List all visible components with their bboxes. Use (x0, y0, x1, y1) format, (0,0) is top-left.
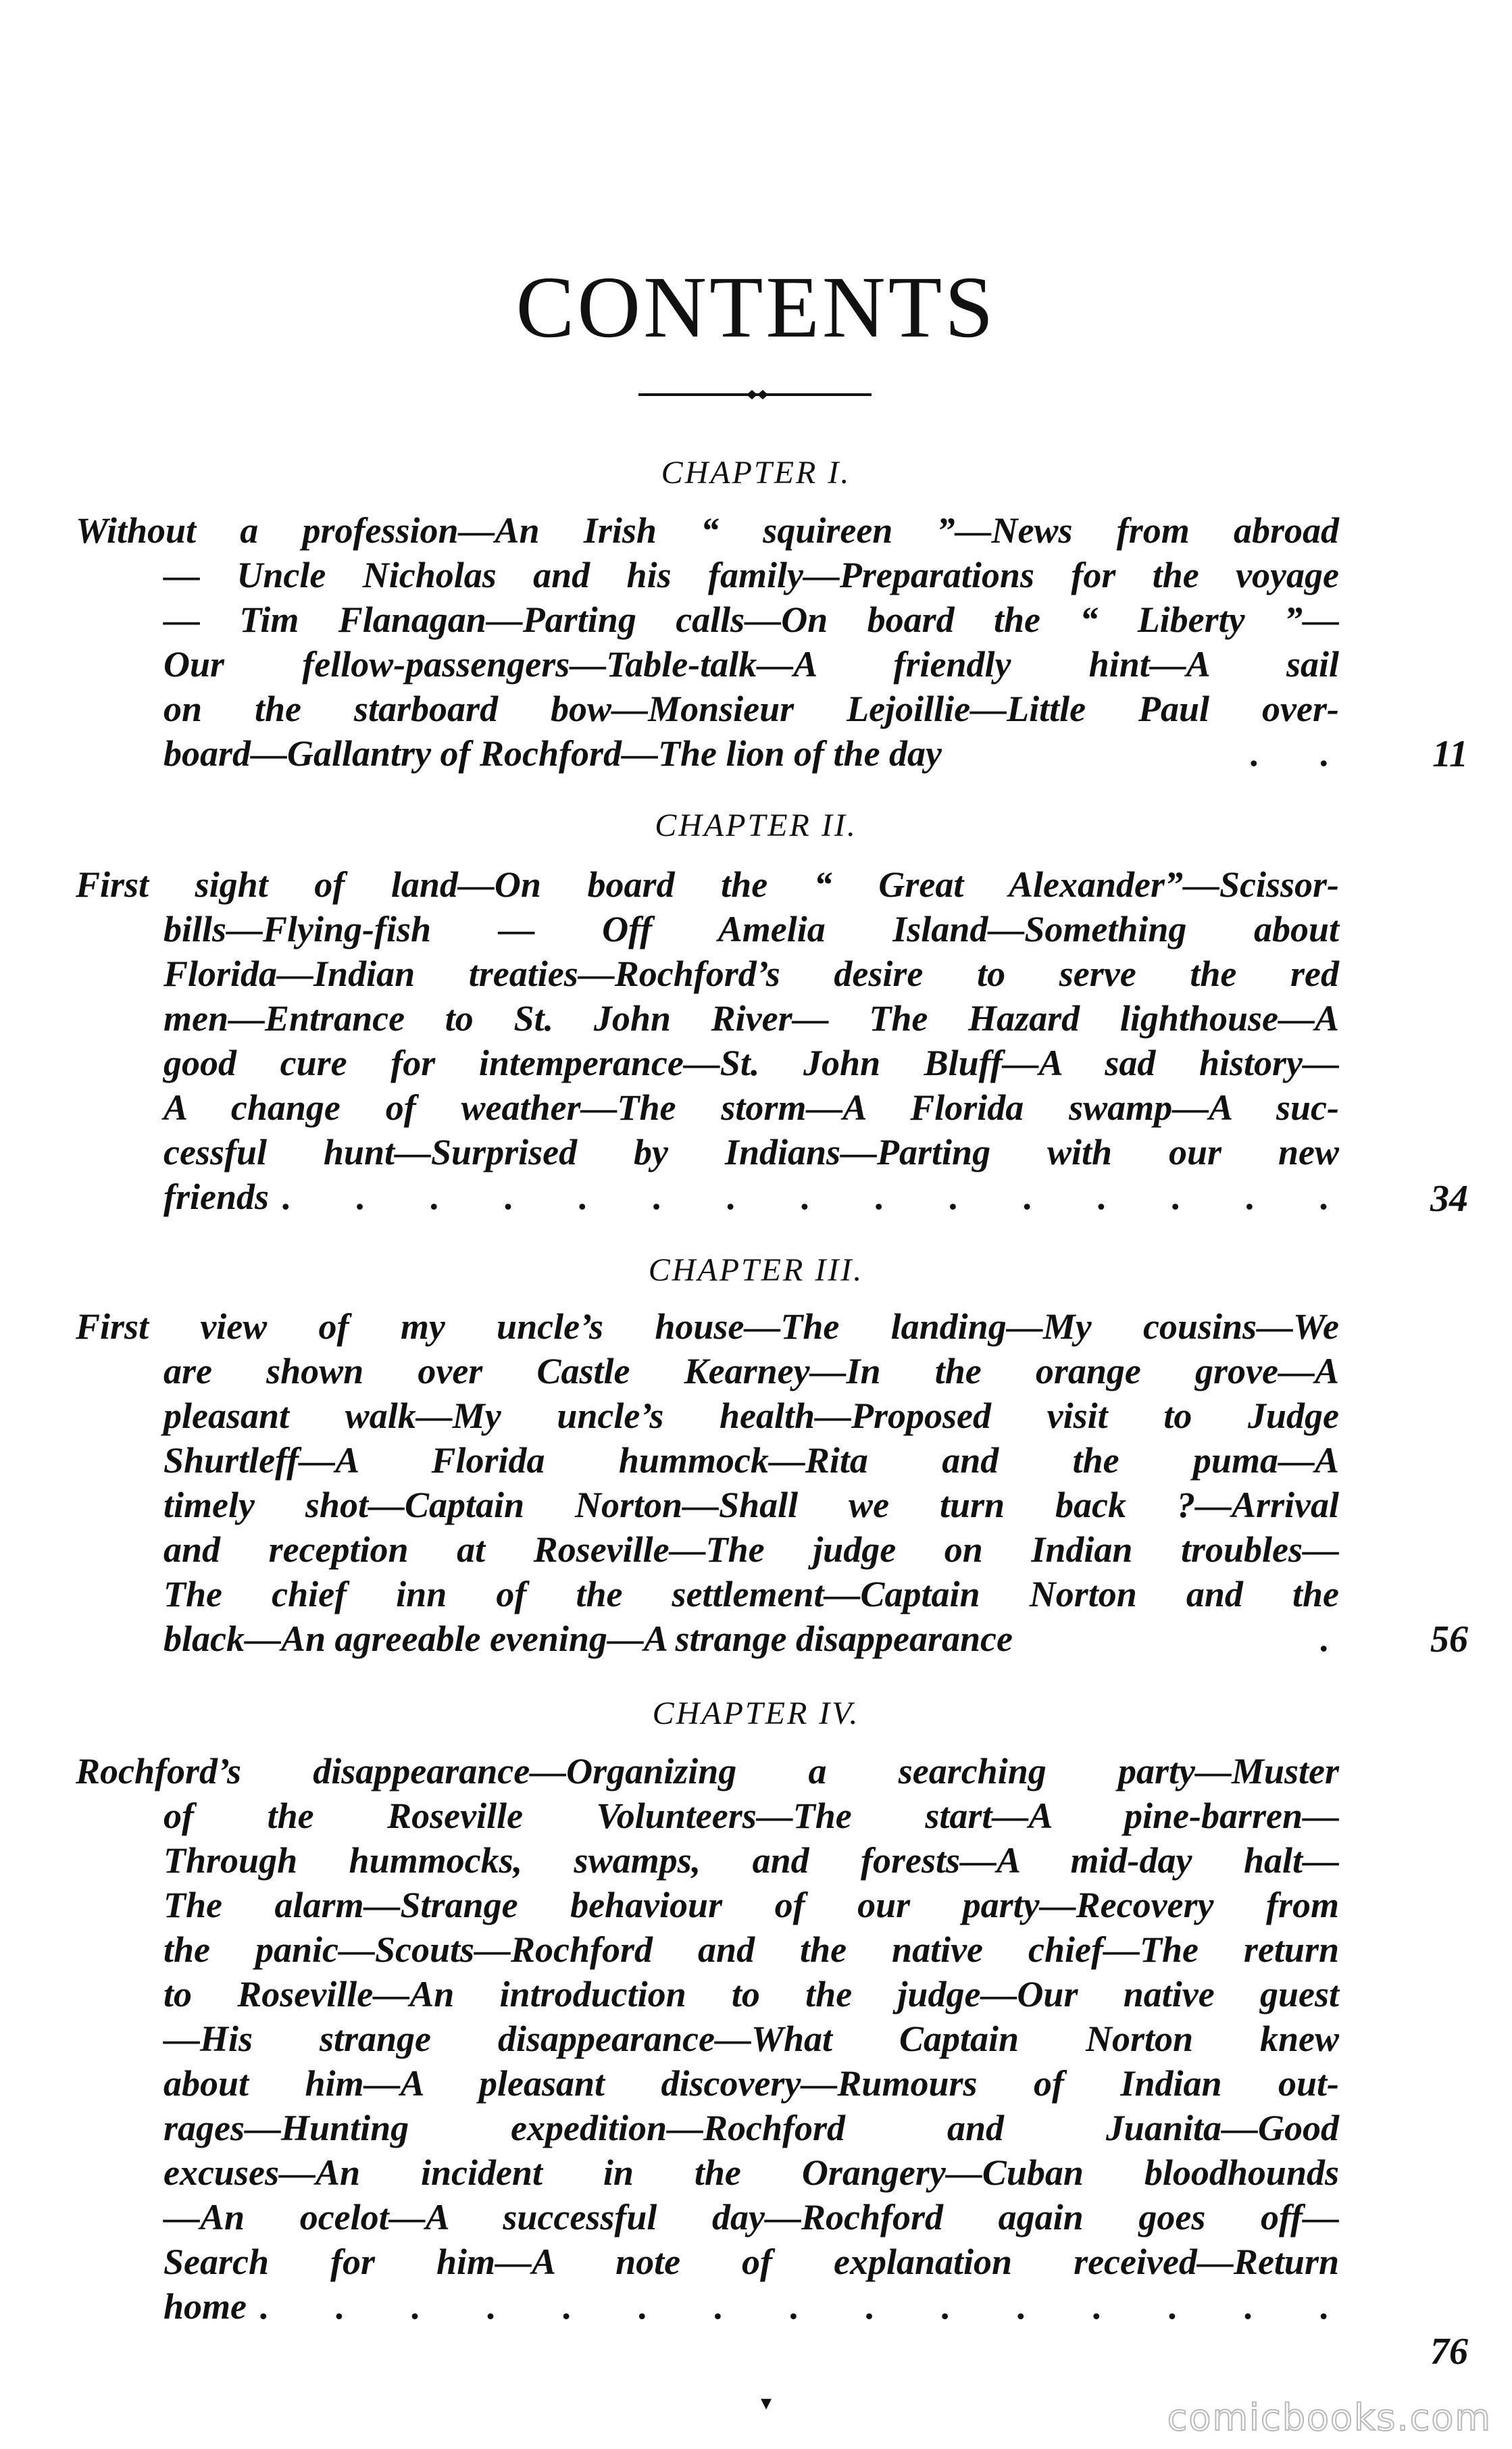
summary-line: The chief inn of the settlement—Captain Norton and the (163, 1574, 1339, 1614)
chapter-heading-3: CHAPTER III. (648, 1252, 864, 1288)
chapter-heading-4: CHAPTER IV. (652, 1696, 860, 1731)
summary-line: First sight of land—On board the “ Great Alexander”—Scissor- (76, 864, 1339, 905)
summary-line: to Roseville—An introduction to the judge—Our native guest (163, 1974, 1339, 2014)
summary-line: Our fellow-passengers—Table-talk—A friendly hint—A sail (163, 644, 1339, 685)
chapter-summary-4 (76, 1749, 1339, 2329)
summary-line: about him—A pleasant discovery—Rumours of Indian out- (163, 2063, 1339, 2104)
summary-line: Florida—Indian treaties—Rochford’s desire to serve the red (163, 954, 1339, 994)
summary-line (76, 2284, 1339, 2329)
summary-line (76, 1616, 1339, 1661)
summary-line: men—Entrance to St. John River— The Hazard lighthouse—A (163, 998, 1339, 1039)
summary-line (76, 1174, 1339, 1219)
summary-line: and reception at Roseville—The judge on Indian troubles— (163, 1529, 1339, 1570)
chapter-summary-1 (76, 508, 1339, 776)
summary-line-text: black—An agreeable evening—A strange disappearance (163, 1618, 1013, 1659)
summary-line: good cure for intemperance—St. John Bluff—A sad history— (163, 1043, 1339, 1083)
summary-line: bills—Flying-fish — Off Amelia Island—Something about (163, 909, 1339, 949)
chapter-heading-1: CHAPTER I. (661, 455, 851, 491)
watermark: comicbooks.com (1167, 2396, 1492, 2439)
page-number-3: 56 (1430, 1618, 1468, 1660)
rule-with-diamond-ornament-icon (638, 389, 872, 400)
summary-line: cessful hunt—Surprised by Indians—Parting with our new (163, 1132, 1339, 1172)
summary-line (76, 731, 1339, 776)
summary-line: Through hummocks, swamps, and forests—A mid-day halt— (163, 1840, 1339, 1881)
summary-line: — Tim Flanagan—Parting calls—On board the “ Liberty ”— (163, 599, 1339, 640)
summary-line: rages—Hunting expedition—Rochford and Juanita—Good (163, 2108, 1339, 2148)
page-number-1: 11 (1432, 733, 1468, 775)
summary-line: — Uncle Nicholas and his family—Preparations for the voyage (163, 555, 1339, 595)
summary-line: of the Roseville Volunteers—The start—A pine-barren— (163, 1796, 1339, 1836)
chapter-summary-3 (76, 1304, 1339, 1661)
dot-leader: . . (1251, 733, 1330, 774)
summary-line: The alarm—Strange behaviour of our party—Recovery from (163, 1885, 1339, 1925)
summary-line: excuses—An incident in the Orangery—Cuban bloodhounds (163, 2152, 1339, 2193)
summary-line: —An ocelot—A successful day—Rochford again goes off— (163, 2197, 1339, 2237)
summary-line-text: home (163, 2286, 247, 2327)
summary-line: First view of my uncle’s house—The landing—My cousins—We (76, 1306, 1339, 1347)
summary-line: Search for him—A note of explanation received—Return (163, 2242, 1339, 2282)
page-number-2: 34 (1430, 1178, 1468, 1220)
summary-line: pleasant walk—My uncle’s health—Proposed visit to Judge (163, 1395, 1339, 1436)
page-number-4: 76 (1430, 2331, 1468, 2373)
dot-leader: . (1320, 1618, 1330, 1659)
summary-line: timely shot—Captain Norton—Shall we turn back ?—Arrival (163, 1485, 1339, 1525)
dot-leader: . . . . . . . . . . . . . . . (260, 2286, 1330, 2327)
summary-line: on the starboard bow—Monsieur Lejoillie—Little Paul over- (163, 689, 1339, 729)
summary-line: —His strange disappearance—What Captain Norton knew (163, 2019, 1339, 2059)
summary-line-text: board—Gallantry of Rochford—The lion of the day (163, 733, 942, 774)
summary-line: Shurtleff—A Florida hummock—Rita and the puma—A (163, 1440, 1339, 1481)
chapter-heading-2: CHAPTER II. (655, 808, 857, 843)
summary-line: Without a profession—An Irish “ squireen ”—News from abroad (76, 510, 1339, 551)
summary-line-text: friends (163, 1177, 270, 1217)
summary-line: the panic—Scouts—Rochford and the native chief—The return (163, 1929, 1339, 1970)
summary-line: A change of weather—The storm—A Florida swamp—A suc- (163, 1087, 1339, 1128)
continuation-mark-icon: ▾ (761, 2390, 772, 2415)
chapter-summary-2 (76, 862, 1339, 1219)
summary-line: are shown over Castle Kearney—In the orange grove—A (163, 1351, 1339, 1391)
dot-leader: . . . . . . . . . . . . . . . (282, 1177, 1330, 1217)
summary-line: Rochford’s disappearance—Organizing a searching party—Muster (76, 1751, 1339, 1791)
page-title: CONTENTS (515, 259, 997, 356)
